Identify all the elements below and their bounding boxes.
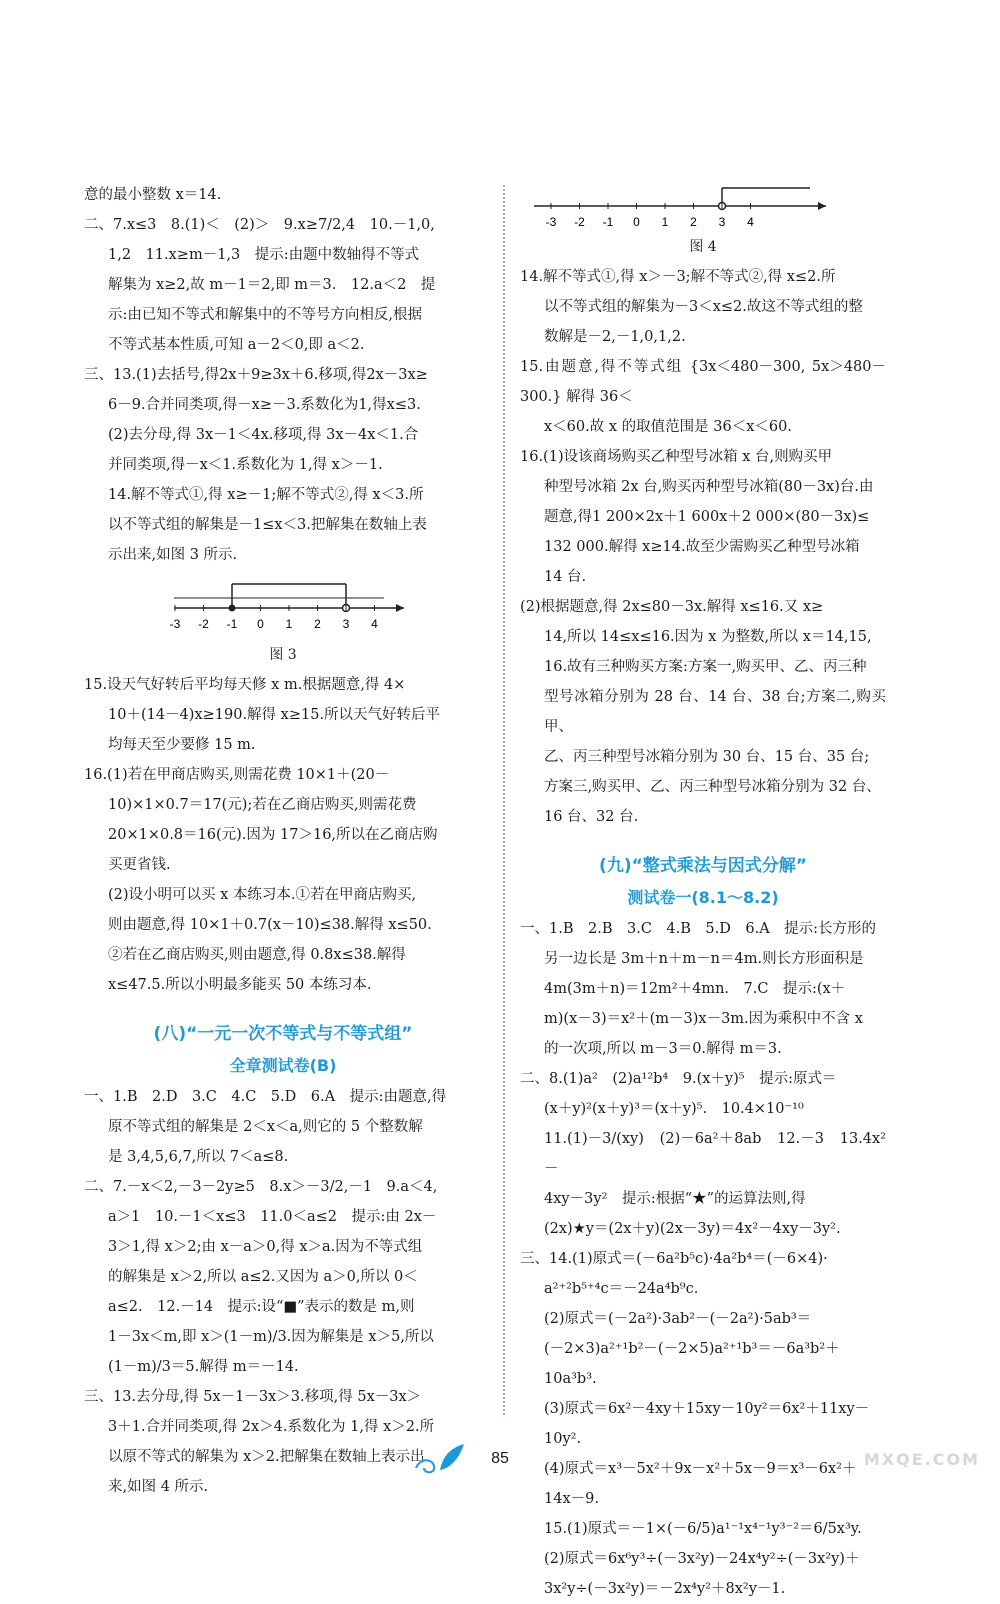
tick-label: 1 xyxy=(285,617,293,631)
text-line: ②若在乙商店购买,则由题意,得 0.8x≤38.解得 xyxy=(108,947,406,963)
tick-label: 4 xyxy=(371,617,378,631)
text-line: 以不等式组的解集为－3＜x≤2.故这不等式组的整 xyxy=(544,299,863,315)
text-line: (－2×3)a²⁺¹b²－(－2×5)a²⁺¹b³＝－6a³b²＋ xyxy=(544,1341,840,1357)
text-line: (2)根据题意,得 2x≤80－3x.解得 x≤16.又 x≥ xyxy=(520,599,824,615)
text-line: (2)设小明可以买 x 本练习本.①若在甲商店购买, xyxy=(108,887,417,903)
tick-label: -3 xyxy=(169,617,181,631)
text-line: 一、1.B 2.D 3.C 4.C 5.D 6.A 提示:由题意,得 xyxy=(84,1089,447,1105)
page-number: 85 xyxy=(491,1450,509,1467)
text-line: (2)原式＝6x⁶y³÷(－3x²y)－24x⁴y²÷(－3x²y)＋ xyxy=(544,1551,860,1567)
text-line: 15.(1)原式＝－1×(－6/5)a¹⁻¹x⁴⁻¹y³⁻²＝6/5x³y. xyxy=(544,1521,862,1537)
column-divider xyxy=(503,185,505,1415)
text-line: 来,如图 4 所示. xyxy=(108,1479,209,1495)
tick-label: -3 xyxy=(545,215,557,229)
text-line: 4m(3m＋n)＝12m²＋4mn. 7.C 提示:(x＋ xyxy=(544,981,846,997)
text-line: (2)去分母,得 3x－1＜4x.移项,得 3x－4x＜1.合 xyxy=(108,427,419,443)
text-line: 二、7.x≤3 8.(1)＜ (2)＞ 9.x≥7/2,4 10.－1,0, xyxy=(84,217,435,233)
text-line: 是 3,4,5,6,7,所以 7＜a≤8. xyxy=(108,1149,289,1165)
section-title: (八)“一元一次不等式与不等式组” xyxy=(153,1024,413,1044)
text-line: 买更省钱. xyxy=(108,857,171,873)
tick-label: 3 xyxy=(718,215,726,229)
text-line: 二、7.－x＜2,－3－2y≥5 8.x＞－3/2,－1 9.a＜4, xyxy=(84,1179,438,1195)
figure-4-number-line xyxy=(520,186,886,262)
right-column xyxy=(520,200,886,1604)
tick-label: 4 xyxy=(747,215,754,229)
tick-label: 1 xyxy=(661,215,669,229)
text-line: 14,所以 14≤x≤16.因为 x 为整数,所以 x＝14,15, xyxy=(544,629,872,645)
text-line: 10＋(14－4)x≥190.解得 x≥15.所以天气好转后平 xyxy=(108,707,441,723)
text-line: 14x－9. xyxy=(544,1491,599,1507)
text-line: 种型号冰箱 2x 台,购买丙种型号冰箱(80－3x)台.由 xyxy=(544,479,874,495)
text-line: 均每天至少要修 15 m. xyxy=(108,737,256,753)
tick-label: 0 xyxy=(633,215,640,229)
text-line: (x＋y)²(x＋y)³＝(x＋y)⁵. 10.4×10⁻¹⁰ xyxy=(544,1101,804,1117)
text-line: 题意,得1 200×2x＋1 600x＋2 000×(80－3x)≤ xyxy=(544,509,870,525)
text-line: 14.解不等式①,得 x≥－1;解不等式②,得 x＜3.所 xyxy=(108,487,424,503)
tick-label: -1 xyxy=(602,215,614,229)
text-line: 以不等式组的解集是－1≤x＜3.把解集在数轴上表 xyxy=(108,517,427,533)
text-line: 二、8.(1)a² (2)a¹²b⁴ 9.(x＋y)⁵ 提示:原式＝ xyxy=(520,1071,837,1087)
watermark-text: MXQE.COM xyxy=(863,1450,980,1469)
text-line: (2)原式＝(－2a²)·3ab²－(－2a²)·5ab³＝ xyxy=(544,1311,812,1327)
text-line: 3＋1.合并同类项,得 2x＞4.系数化为 1,得 x＞2.所 xyxy=(108,1419,435,1435)
tick-label: -1 xyxy=(226,617,238,631)
text-line: a＞1 10.－1＜x≤3 11.0＜a≤2 提示:由 2x－ xyxy=(108,1209,437,1225)
text-line: 乙、丙三种型号冰箱分别为 30 台、15 台、35 台; xyxy=(544,749,870,765)
text-line: 以原不等式的解集为 x＞2.把解集在数轴上表示出 xyxy=(108,1449,425,1465)
text-line: 数解是－2,－1,0,1,2. xyxy=(544,329,686,345)
text-line: 意的最小整数 x＝14. xyxy=(84,187,222,203)
text-line: 3x²y÷(－3x²y)＝－2x⁴y²＋8x²y－1. xyxy=(544,1581,786,1597)
text-line: 10a³b³. xyxy=(544,1371,597,1387)
text-line: 14 台. xyxy=(544,569,587,585)
text-line: 132 000.解得 x≥14.故至少需购买乙种型号冰箱 xyxy=(544,539,860,555)
text-line: 的解集是 x＞2,所以 a≤2.又因为 a＞0,所以 0＜ xyxy=(108,1269,418,1285)
text-line: 11.(1)－3/(xy) (2)－6a²＋8ab 12.－3 13.4x²－ xyxy=(544,1131,886,1177)
section-subtitle: 全章测试卷(B) xyxy=(229,1056,337,1075)
tick-label: -2 xyxy=(574,215,585,229)
text-line: 不等式基本性质,可知 a－2＜0,即 a＜2. xyxy=(108,337,365,353)
text-line: 3＞1,得 x＞2;由 x－a＞0,得 x＞a.因为不等式组 xyxy=(108,1239,423,1255)
text-line: 示:由已知不等式和解集中的不等号方向相反,根据 xyxy=(108,307,422,323)
text-line: a≤2. 12.－14 提示:设“■”表示的数是 m,则 xyxy=(108,1299,415,1315)
text-line: 10y². xyxy=(544,1431,582,1447)
tick-label: -2 xyxy=(198,617,209,631)
number-line-graph xyxy=(84,574,482,640)
text-line: 三、14.(1)原式＝(－6a²b⁵c)·4a²b⁴＝(－6×4)· xyxy=(520,1251,828,1267)
text-line: 方案三,购买甲、乙、丙三种型号冰箱分别为 32 台、 xyxy=(544,779,881,795)
text-line: 原不等式组的解集是 2＜x＜a,则它的 5 个整数解 xyxy=(108,1119,423,1135)
section-title: (九)“整式乘法与因式分解” xyxy=(599,856,807,876)
text-line: 16.(1)设该商场购买乙种型号冰箱 x 台,则购买甲 xyxy=(520,449,833,465)
left-column xyxy=(84,180,482,1502)
tick-label: 0 xyxy=(257,617,264,631)
text-line: 则由题意,得 10×1＋0.7(x－10)≤38.解得 x≤50. xyxy=(108,917,432,933)
text-line: (4)原式＝x³－5x²＋9x－x²＋5x－9＝x³－6x²＋ xyxy=(544,1461,857,1477)
text-line: 20×1×0.8＝16(元).因为 17＞16,所以在乙商店购 xyxy=(108,827,438,843)
tick-label: 3 xyxy=(342,617,350,631)
tick-label: 2 xyxy=(314,617,321,631)
text-line: 16.故有三种购买方案:方案一,购买甲、乙、丙三种 xyxy=(544,659,867,675)
number-line-graph xyxy=(520,186,886,232)
text-line: 并同类项,得－x＜1.系数化为 1,得 x＞－1. xyxy=(108,457,383,473)
text-line: 的一次项,所以 m－3＝0.解得 m＝3. xyxy=(544,1041,782,1057)
text-line: 15.设天气好转后平均每天修 x m.根据题意,得 4× xyxy=(84,677,406,693)
text-line: 1－3x＜m,即 x＞(1－m)/3.因为解集是 x＞5,所以 xyxy=(108,1329,434,1345)
text-line: (1－m)/3＝5.解得 m＝－14. xyxy=(108,1359,299,1375)
section-subtitle: 测试卷一(8.1～8.2) xyxy=(627,888,779,907)
text-line: (3)原式＝6x²－4xy＋15xy－10y²＝6x²＋11xy－ xyxy=(544,1401,870,1417)
text-line: 14.解不等式①,得 x＞－3;解不等式②,得 x≤2.所 xyxy=(520,269,836,285)
text-line: 10)×1×0.7＝17(元);若在乙商店购买,则需花费 xyxy=(108,797,417,813)
text-line: 16.(1)若在甲商店购买,则需花费 10×1＋(20－ xyxy=(84,767,390,783)
figure-caption: 图 3 xyxy=(269,647,297,663)
text-line: x≤47.5.所以小明最多能买 50 本练习本. xyxy=(108,977,372,993)
figure-caption: 图 4 xyxy=(689,239,717,255)
text-line: a²⁺²b⁵⁺⁴c＝－24a⁴b⁹c. xyxy=(544,1281,699,1297)
text-line: 16 台、32 台. xyxy=(544,809,639,825)
text-line: 1,2 11.x≥m－1,3 提示:由题中数轴得不等式 xyxy=(108,247,420,263)
tick-label: 2 xyxy=(690,215,697,229)
text-line: m)(x－3)＝x²＋(m－3)x－3m.因为乘积中不含 x xyxy=(544,1011,863,1027)
text-line: 15.由题意,得不等式组 {3x＜480－300, 5x＞480－300.} 解得 36＜ xyxy=(520,359,886,405)
text-line: (2x)★y＝(2x＋y)(2x－3y)＝4x²－4xy－3y². xyxy=(544,1221,841,1237)
watermark xyxy=(864,1450,980,1469)
text-line: 示出来,如图 3 所示. xyxy=(108,547,238,563)
text-line: 6－9.合并同类项,得－x≥－3.系数化为1,得x≤3. xyxy=(108,397,421,413)
figure-3-number-line xyxy=(84,574,482,670)
text-line: 解集为 x≥2,故 m－1＝2,即 m＝3. 12.a＜2 提 xyxy=(108,277,436,293)
text-line: 型号冰箱分别为 28 台、14 台、38 台;方案二,购买甲、 xyxy=(544,689,886,735)
text-line: 三、13.去分母,得 5x－1－3x＞3.移项,得 5x－3x＞ xyxy=(84,1389,422,1405)
text-line: 一、1.B 2.B 3.C 4.B 5.D 6.A 提示:长方形的 xyxy=(520,921,877,937)
text-line: 三、13.(1)去括号,得2x＋9≥3x＋6.移项,得2x－3x≥ xyxy=(84,367,428,383)
text-line: 另一边长是 3m＋n＋m－n＝4m.则长方形面积是 xyxy=(544,951,864,967)
text-line: x＜60.故 x 的取值范围是 36＜x＜60. xyxy=(544,419,792,435)
text-line: 4xy－3y² 提示:根据“★”的运算法则,得 xyxy=(544,1191,806,1207)
